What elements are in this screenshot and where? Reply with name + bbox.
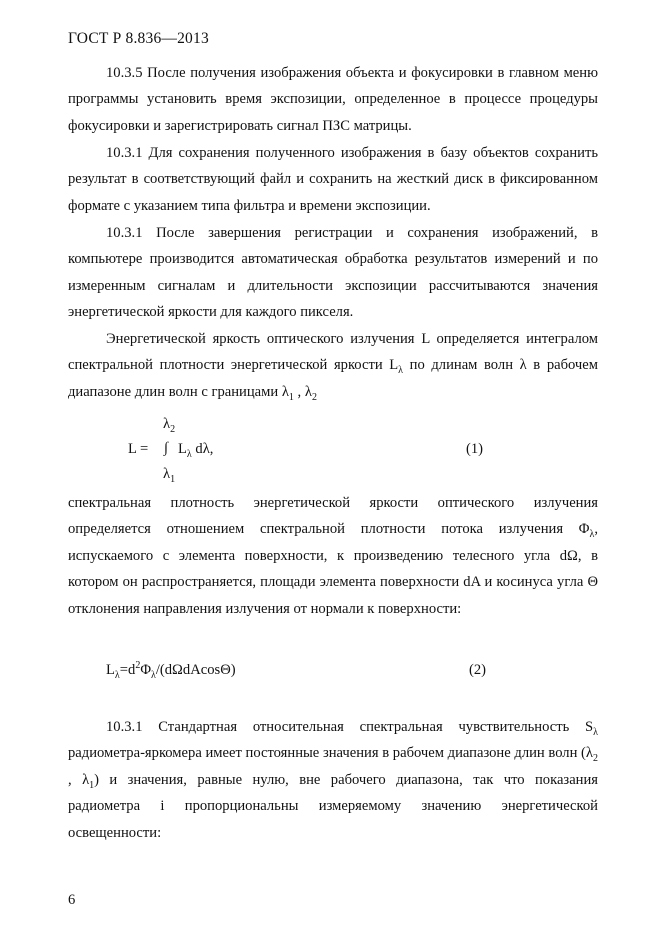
paragraph-10-3-1-save: 10.3.1 Для сохранения полученного изображения в базу объектов сохранить результат в соответствующий файл и сохранить на жесткий диск в фиксированном формате с указанием типа фильтра и времени экспозиции. xyxy=(68,145,598,214)
subscript: λ xyxy=(398,365,404,377)
page-header: ГОСТ Р 8.836—2013 xyxy=(68,30,209,47)
subscript: 2 xyxy=(593,753,598,765)
integral-lower-limit xyxy=(163,466,175,483)
subscript: 2 xyxy=(170,423,176,435)
integrand xyxy=(178,441,213,458)
integral-sign: ∫ xyxy=(164,440,168,456)
subscript: 1 xyxy=(288,391,294,403)
equation-number: (1) xyxy=(466,441,484,457)
subscript: 2 xyxy=(311,391,317,403)
subscript: 1 xyxy=(89,779,95,791)
text-fragment: Энергетической яркость оптического излучения L определяется интегралом спектральной плотности энергетической яркости L xyxy=(68,331,598,374)
text-fragment: спектральная плотность энергетической яркости оптического излучения определяется отношением спектральной плотности потока излучения Φ xyxy=(68,495,598,538)
paragraph-spectral-density xyxy=(68,490,598,622)
page-number: 6 xyxy=(68,892,76,908)
text-fragment: по длинам волн λ в рабочем диапазоне длин волн с границами λ xyxy=(68,357,598,400)
paragraph-10-3-1-processing: 10.3.1 После завершения регистрации и сохранения изображений, в компьютере производится автоматическая обработка результатов измерений и по измеренным сигналам и длительности экспозиции рассчитываются значения энергетической яркости для каждого пикселя. xyxy=(68,225,598,321)
text-fragment: L xyxy=(178,441,187,457)
text-fragment: , испускаемого с элемента поверхности, к произведению телесного угла dΩ, в котором он распространяется, площади элемента поверхности dA и косинуса угла Θ отклонения направления излучения от нормали к поверхности: xyxy=(68,521,598,617)
text-fragment: =d xyxy=(119,662,136,678)
equation-number: (2) xyxy=(469,662,487,678)
text-fragment: /(dΩdAcosΘ) xyxy=(155,662,236,678)
text-fragment: , λ xyxy=(68,771,90,788)
text-fragment: ) и значения, равные нулю, вне рабочего диапазона, так что показания радиометра i пропорциональны измеряемому значению энергетической освещенности: xyxy=(68,771,598,841)
paragraph-10-3-1-sensitivity xyxy=(68,714,598,846)
text-fragment: λ xyxy=(163,416,171,432)
text-fragment: λ xyxy=(163,466,171,482)
paragraph-10-3-5: 10.3.5 После получения изображения объекта и фокусировки в главном меню программы установить время экспозиции, определенное в процессе процедуры фокусировки и зарегистрировать сигнал ПЗС матрицы. xyxy=(68,65,598,134)
text-fragment: L xyxy=(106,662,115,678)
subscript: λ xyxy=(589,529,595,541)
subscript: λ xyxy=(114,669,120,681)
integral-upper-limit xyxy=(163,416,175,433)
text-fragment: 10.3.1 Стандартная относительная спектральная чувствительность S xyxy=(106,719,594,735)
text-fragment: , λ xyxy=(293,383,312,400)
subscript: λ xyxy=(186,448,192,460)
equation-expression xyxy=(106,662,236,679)
subscript: 1 xyxy=(170,473,176,485)
superscript: 2 xyxy=(135,660,141,672)
paragraph-radiance-definition xyxy=(68,326,598,405)
equation-lhs: L = xyxy=(128,441,149,457)
subscript: λ xyxy=(593,726,598,738)
text-fragment: Φ xyxy=(140,662,151,678)
subscript: λ xyxy=(150,669,156,681)
text-fragment: dλ, xyxy=(191,441,214,457)
text-fragment: радиометра-яркомера имеет постоянные значения в рабочем диапазоне длин волн (λ xyxy=(68,745,593,762)
